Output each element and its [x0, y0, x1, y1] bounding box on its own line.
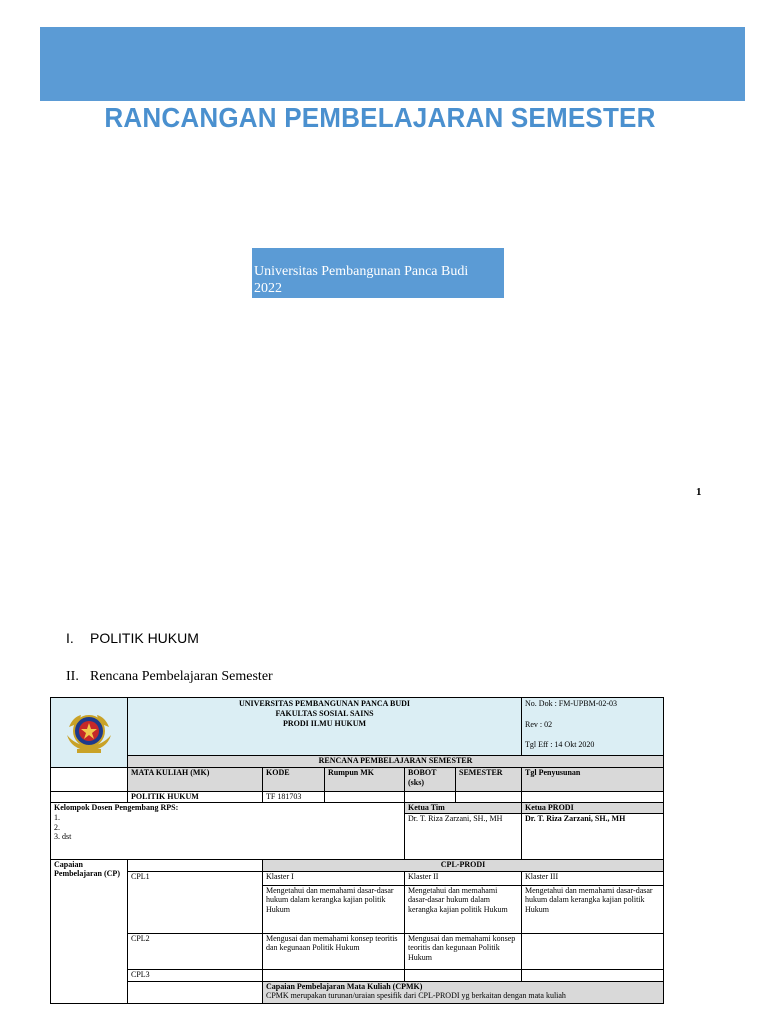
- cpmk-label: Capaian Pembelajaran Mata Kuliah (CPMK): [266, 981, 423, 991]
- year-label: 2022: [254, 281, 282, 296]
- section-number: I.: [66, 630, 74, 646]
- klaster-3-desc: Mengetahui dan memahami dasar-dasar hukum dalam kerangka kajian politik Hukum: [522, 885, 664, 933]
- tgl-value: [522, 792, 664, 803]
- university-name: Universitas Pembangunan Panca Budi: [254, 264, 469, 279]
- cpl-prodi-label: CPL-PRODI: [263, 859, 664, 871]
- klaster-3-label: Klaster III: [522, 871, 664, 885]
- empty-cell: [522, 969, 664, 981]
- header-kode: KODE: [263, 768, 325, 792]
- cpl3-label: CPL3: [128, 969, 263, 981]
- klaster-2-desc: Mengetahui dan memahami dasar-dasar hukum dalam kerangka kajian politik Hukum: [405, 885, 522, 933]
- faculty-title: FAKULTAS SOSIAL SAINS: [275, 709, 374, 718]
- empty-cell: [51, 768, 128, 792]
- rumpun-value: [325, 792, 405, 803]
- list-item: 2.: [54, 822, 60, 832]
- cpmk-cell: [263, 981, 664, 1003]
- cpl1-label: CPL1: [128, 871, 263, 933]
- header-rumpun: Rumpun MK: [325, 768, 405, 792]
- cpl2-klaster-1: Mengusai dan memahami konsep teoritis dan kegunaan Politik Hukum: [263, 933, 405, 969]
- empty-cell: [128, 859, 263, 871]
- university-logo-icon: [63, 705, 115, 757]
- cp-label: Capaian Pembelajaran (CP): [51, 859, 128, 1003]
- empty-cell: [263, 969, 405, 981]
- section-heading-2: [66, 669, 273, 685]
- university-box: [252, 248, 504, 298]
- mata-kuliah-value: POLITIK HUKUM: [128, 792, 263, 803]
- klaster-1-label: Klaster I: [263, 871, 405, 885]
- rps-table: [50, 697, 664, 1004]
- university-title: UNIVERSITAS PEMBANGUNAN PANCA BUDI: [238, 699, 411, 708]
- header-mata-kuliah: MATA KULIAH (MK): [128, 768, 263, 792]
- prodi-title: PRODI ILMU HUKUM: [282, 719, 367, 728]
- doc-revision: Rev : 02: [525, 719, 553, 729]
- cpmk-desc: CPMK merupakan turunan/uraian spesifik dari CPL-PRODI yg berkaitan dengan mata kuliah: [266, 991, 566, 1000]
- institution-header: [128, 698, 522, 756]
- klaster-2-label: Klaster II: [405, 871, 522, 885]
- header-semester: SEMESTER: [456, 768, 522, 792]
- section-heading-1: [66, 630, 199, 646]
- klaster-1-desc: Mengetahui dan memahami dasar-dasar hukum dalam kerangka kajian politik Hukum: [263, 885, 405, 933]
- kelompok-dosen-label: Kelompok Dosen Pengembang RPS:: [51, 803, 405, 814]
- rps-title: RENCANA PEMBELAJARAN SEMESTER: [128, 756, 664, 768]
- kelompok-dosen-list: [51, 813, 405, 859]
- ketua-prodi-label: Ketua PRODI: [522, 803, 664, 814]
- list-item: 3. dst: [54, 832, 72, 841]
- ketua-prodi-value: Dr. T. Riza Zarzani, SH., MH: [522, 813, 664, 859]
- ketua-tim-label: Ketua Tim: [405, 803, 522, 814]
- document-info: [522, 698, 664, 756]
- empty-cell: [405, 969, 522, 981]
- list-item: 1.: [54, 813, 60, 822]
- logo-cell: [51, 698, 128, 768]
- cpl2-label: CPL2: [128, 933, 263, 969]
- semester-value: [456, 792, 522, 803]
- document-title: RANCANGAN PEMBELAJARAN SEMESTER: [104, 102, 656, 133]
- header-bobot: BOBOT (sks): [405, 768, 456, 792]
- section-label: POLITIK HUKUM: [90, 630, 199, 646]
- header-tgl-penyusunan: Tgl Penyusunan: [522, 768, 664, 792]
- doc-number: No. Dok : FM-UPBM-02-03: [525, 699, 618, 708]
- section-label: Rencana Pembelajaran Semester: [90, 669, 273, 684]
- section-number: II.: [66, 669, 79, 684]
- kode-value: TF 181703: [263, 792, 325, 803]
- ketua-tim-value: Dr. T. Riza Zarzani, SH., MH: [405, 813, 522, 859]
- empty-cell: [51, 792, 128, 803]
- page-number: 1: [696, 486, 702, 498]
- empty-cell: [128, 981, 263, 1003]
- cpl2-klaster-2: Mengusai dan memahami konsep teoritis dan kegunaan Politik Hukum: [405, 933, 522, 969]
- cpl2-klaster-3: [522, 933, 664, 969]
- doc-effective-date: Tgl Eff : 14 Okt 2020: [525, 740, 595, 749]
- bobot-value: [405, 792, 456, 803]
- header-banner: [40, 27, 745, 101]
